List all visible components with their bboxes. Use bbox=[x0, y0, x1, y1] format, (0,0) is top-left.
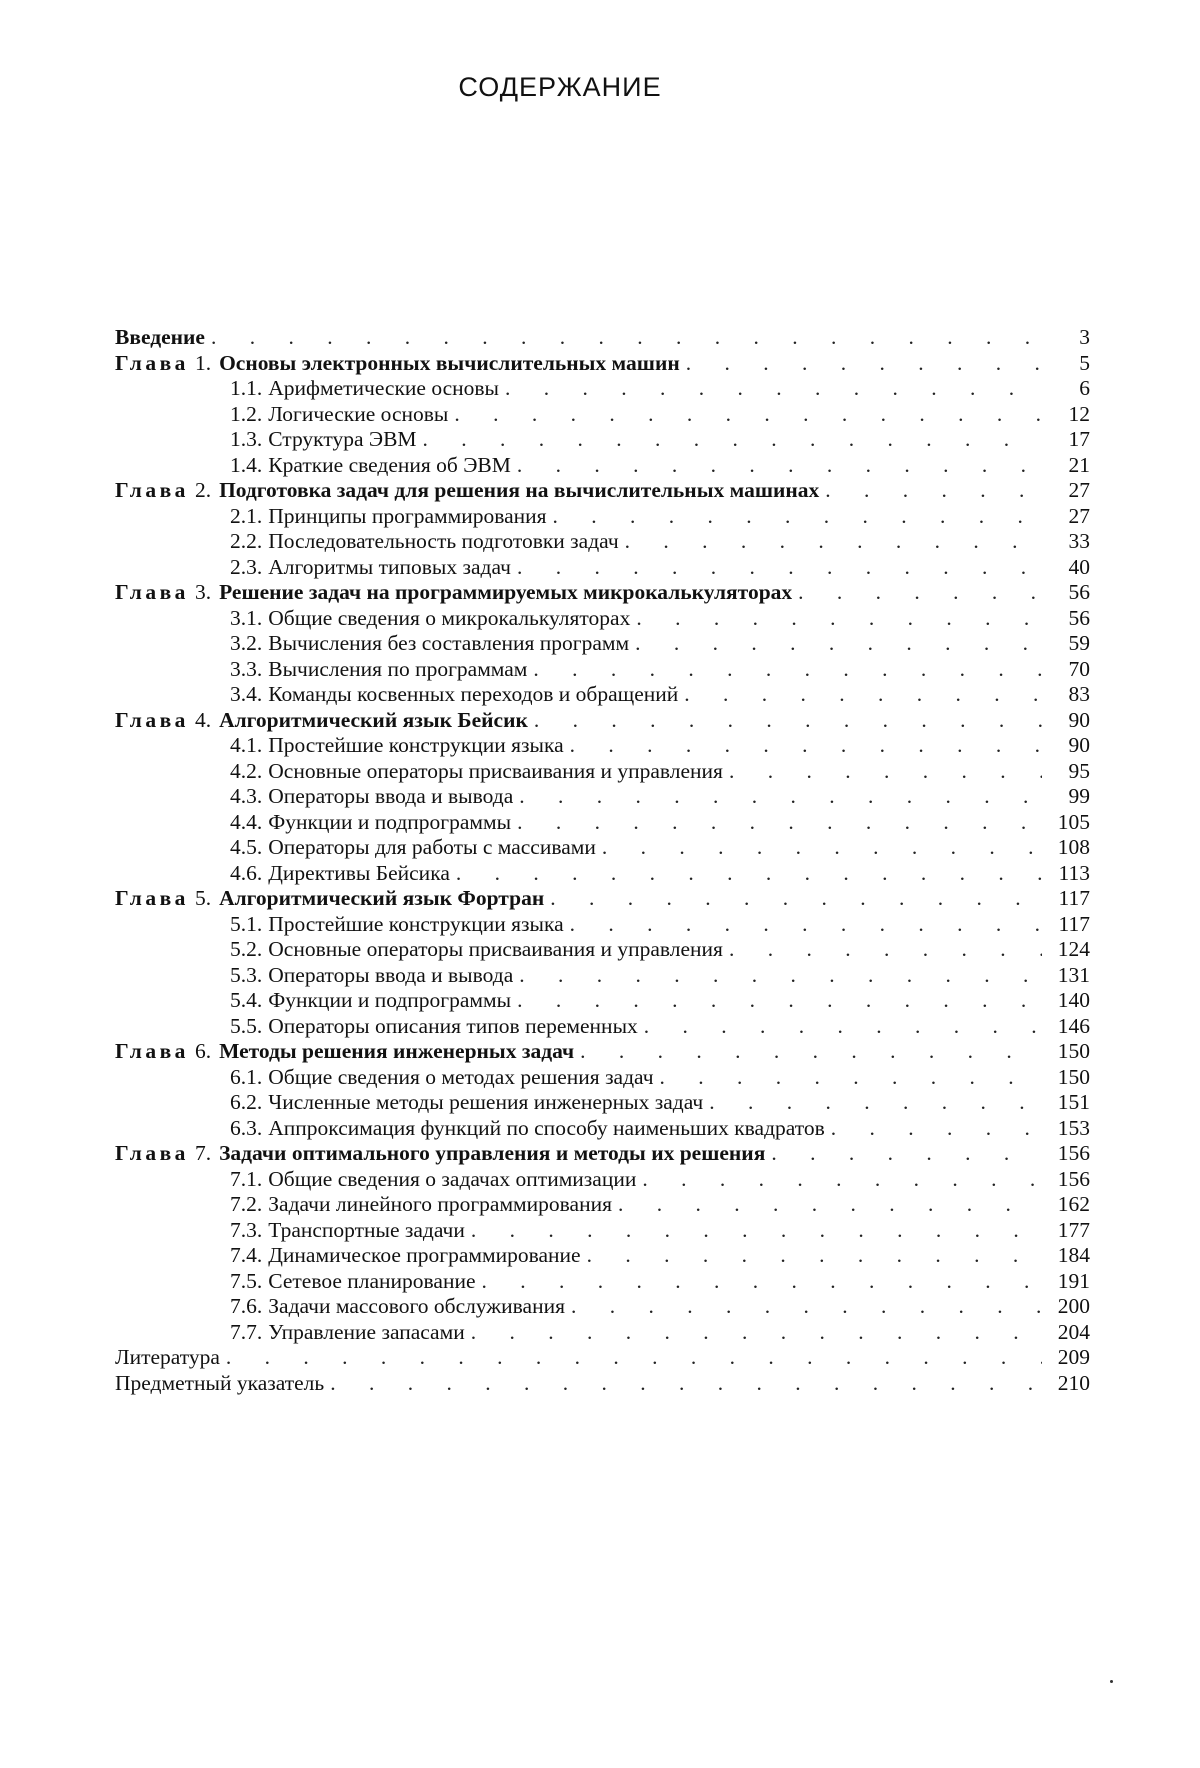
page-number: 150 bbox=[1057, 1064, 1090, 1089]
page-number: 184 bbox=[1057, 1243, 1090, 1267]
section-number: 4.2. bbox=[230, 758, 263, 783]
dot-leader bbox=[729, 759, 1042, 785]
dot-leader bbox=[226, 1345, 1042, 1371]
page-number: 177 bbox=[1057, 1217, 1090, 1242]
toc-entry-title: Операторы ввода и вывода bbox=[268, 962, 514, 987]
dot-leader bbox=[644, 1014, 1042, 1040]
chapter-number: 6. bbox=[194, 1039, 212, 1063]
toc-entry bbox=[115, 708, 1090, 734]
page-number: 12 bbox=[1068, 401, 1090, 426]
chapter-prefix: Глава bbox=[115, 580, 189, 604]
toc-entry bbox=[115, 886, 1090, 912]
dot-leader bbox=[517, 555, 1042, 581]
section-number: 1.3. bbox=[230, 427, 263, 451]
page-number: 6 bbox=[1079, 376, 1090, 400]
page-number: 124 bbox=[1057, 937, 1090, 961]
toc-entry-title: Алгоритмический язык Фортран bbox=[219, 886, 545, 910]
page-number: 146 bbox=[1057, 1013, 1090, 1038]
page-number: 150 bbox=[1057, 1039, 1090, 1063]
page-number: 108 bbox=[1057, 835, 1090, 859]
toc-entry-title: Общие сведения о методах решения задач bbox=[268, 1064, 654, 1089]
dot-leader bbox=[330, 1371, 1042, 1397]
page-number: 99 bbox=[1068, 784, 1090, 808]
toc-entry bbox=[115, 1320, 1090, 1346]
toc-entry-title: Введение bbox=[115, 325, 205, 349]
dot-leader bbox=[456, 861, 1042, 887]
toc-entry bbox=[115, 784, 1090, 810]
toc-entry-title: Логические основы bbox=[268, 401, 449, 426]
toc-entry-title: Основные операторы присваивания и управления bbox=[268, 758, 723, 783]
toc-entry-title: Задачи массового обслуживания bbox=[268, 1294, 565, 1318]
toc-entry bbox=[115, 657, 1090, 683]
page-number: 90 bbox=[1068, 733, 1090, 757]
page-number: 113 bbox=[1058, 860, 1090, 885]
toc-entry-title: Сетевое планирование bbox=[268, 1268, 476, 1293]
section-number: 5.1. bbox=[230, 911, 263, 936]
page-number: 33 bbox=[1068, 529, 1090, 553]
chapter-number: 5. bbox=[194, 886, 212, 910]
section-number: 7.6. bbox=[230, 1294, 263, 1318]
section-number: 1.4. bbox=[230, 452, 263, 477]
toc-entry-title: Подготовка задач для решения на вычислительных машинах bbox=[219, 478, 820, 502]
page-number: 3 bbox=[1079, 325, 1090, 349]
page-number: 56 bbox=[1068, 580, 1090, 604]
dot-leader bbox=[505, 376, 1042, 402]
toc-entry bbox=[115, 555, 1090, 581]
chapter-number: 3. bbox=[194, 580, 212, 604]
dot-leader bbox=[686, 351, 1042, 377]
chapter-prefix: Глава bbox=[115, 350, 189, 375]
toc-entry bbox=[115, 631, 1090, 657]
dot-leader bbox=[517, 810, 1042, 836]
page-number: 95 bbox=[1068, 758, 1090, 783]
toc-entry-title: Основы электронных вычислительных машин bbox=[219, 350, 680, 375]
section-number: 4.5. bbox=[230, 835, 263, 859]
dot-leader bbox=[618, 1192, 1042, 1218]
toc-entry bbox=[115, 325, 1090, 351]
dot-leader bbox=[771, 1141, 1042, 1167]
toc-entry bbox=[115, 376, 1090, 402]
section-number: 4.3. bbox=[230, 784, 263, 808]
page-number: 117 bbox=[1058, 886, 1090, 910]
dot-leader bbox=[550, 886, 1042, 912]
dot-leader bbox=[517, 988, 1042, 1014]
toc-entry bbox=[115, 1141, 1090, 1167]
toc-entry-title: Алгоритмический язык Бейсик bbox=[219, 707, 528, 732]
dot-leader bbox=[602, 835, 1042, 861]
section-number: 5.4. bbox=[230, 988, 263, 1012]
section-number: 1.2. bbox=[230, 401, 263, 426]
page-number: 204 bbox=[1057, 1319, 1090, 1344]
dot-leader bbox=[580, 1039, 1042, 1065]
section-number: 5.3. bbox=[230, 962, 263, 987]
dot-leader bbox=[517, 453, 1042, 479]
toc-entry-title: Краткие сведения об ЭВМ bbox=[268, 452, 511, 477]
chapter-prefix: Глава bbox=[115, 1141, 189, 1165]
toc-entry-title: Операторы описания типов переменных bbox=[268, 1013, 638, 1038]
toc-entry-title: Операторы ввода и вывода bbox=[268, 784, 514, 808]
page-number: 117 bbox=[1058, 911, 1090, 936]
page-number: 5 bbox=[1079, 350, 1090, 375]
section-number: 4.6. bbox=[230, 860, 263, 885]
dot-leader bbox=[660, 1065, 1042, 1091]
toc-entry bbox=[115, 606, 1090, 632]
toc-entry bbox=[115, 351, 1090, 377]
toc-entry bbox=[115, 427, 1090, 453]
section-number: 7.4. bbox=[230, 1243, 263, 1267]
toc-entry bbox=[115, 478, 1090, 504]
section-number: 2.3. bbox=[230, 554, 263, 579]
dot-leader bbox=[570, 912, 1042, 938]
dot-leader bbox=[729, 937, 1042, 963]
page-number: 156 bbox=[1057, 1141, 1090, 1165]
dot-leader bbox=[636, 606, 1042, 632]
toc-entry-title: Вычисления по программам bbox=[268, 656, 528, 681]
section-number: 3.3. bbox=[230, 656, 263, 681]
dot-leader bbox=[642, 1167, 1042, 1193]
toc-entry bbox=[115, 988, 1090, 1014]
dot-leader bbox=[570, 733, 1042, 759]
page-number: 27 bbox=[1068, 478, 1090, 502]
dot-leader bbox=[587, 1243, 1042, 1269]
section-number: 3.2. bbox=[230, 631, 263, 655]
section-number: 7.3. bbox=[230, 1217, 263, 1242]
toc-entry bbox=[115, 1192, 1090, 1218]
toc-entry bbox=[115, 580, 1090, 606]
dot-leader bbox=[625, 529, 1042, 555]
section-number: 3.4. bbox=[230, 682, 263, 706]
toc-entry bbox=[115, 504, 1090, 530]
dot-leader bbox=[709, 1090, 1042, 1116]
toc-entry bbox=[115, 1039, 1090, 1065]
dot-leader bbox=[825, 478, 1042, 504]
toc-entry-title: Литература bbox=[115, 1345, 220, 1369]
chapter-prefix: Глава bbox=[115, 707, 189, 732]
section-number: 4.4. bbox=[230, 809, 263, 834]
page-number: 209 bbox=[1057, 1345, 1090, 1369]
toc-entry-title: Функции и подпрограммы bbox=[268, 988, 512, 1012]
section-number: 2.2. bbox=[230, 529, 263, 553]
toc-entry-title: Управление запасами bbox=[268, 1319, 465, 1344]
dot-leader bbox=[519, 784, 1042, 810]
page-number: 153 bbox=[1057, 1115, 1090, 1140]
toc-entry-title: Общие сведения о задачах оптимизации bbox=[268, 1166, 637, 1191]
section-number: 6.2. bbox=[230, 1090, 263, 1114]
toc-entry-title: Аппроксимация функций по способу наименьших квадратов bbox=[268, 1115, 825, 1140]
toc-entry bbox=[115, 835, 1090, 861]
toc-entry-title: Арифметические основы bbox=[268, 376, 499, 400]
page-number: 131 bbox=[1057, 962, 1090, 987]
toc-entry-title: Структура ЭВМ bbox=[268, 427, 417, 451]
page-number: 59 bbox=[1068, 631, 1090, 655]
section-number: 1.1. bbox=[230, 376, 263, 400]
dot-leader bbox=[471, 1320, 1042, 1346]
toc-entry-title: Общие сведения о микрокалькуляторах bbox=[268, 605, 631, 630]
toc-entry bbox=[115, 1345, 1090, 1371]
section-number: 7.5. bbox=[230, 1268, 263, 1293]
page-number: 156 bbox=[1057, 1166, 1090, 1191]
toc-entry bbox=[115, 682, 1090, 708]
chapter-prefix: Глава bbox=[115, 478, 189, 502]
section-number: 6.3. bbox=[230, 1115, 263, 1140]
toc-entry-title: Решение задач на программируемых микрокалькуляторах bbox=[219, 580, 793, 604]
toc-entry bbox=[115, 810, 1090, 836]
chapter-number: 7. bbox=[194, 1141, 212, 1165]
page-title: СОДЕРЖАНИЕ bbox=[458, 72, 662, 102]
toc-entry-title: Алгоритмы типовых задач bbox=[268, 554, 511, 579]
page-number: 90 bbox=[1068, 707, 1090, 732]
toc-entry-title: Вычисления без составления программ bbox=[268, 631, 630, 655]
toc-entry bbox=[115, 1116, 1090, 1142]
page-number: 105 bbox=[1057, 809, 1090, 834]
page-number: 27 bbox=[1068, 503, 1090, 528]
page-number: 56 bbox=[1068, 605, 1090, 630]
dot-leader bbox=[831, 1116, 1042, 1142]
dot-leader bbox=[635, 631, 1042, 657]
section-number: 4.1. bbox=[230, 733, 263, 757]
toc-entry bbox=[115, 937, 1090, 963]
dot-leader bbox=[571, 1294, 1042, 1320]
dot-leader bbox=[798, 580, 1042, 606]
page-number: 21 bbox=[1068, 452, 1090, 477]
chapter-number: 2. bbox=[194, 478, 212, 502]
toc-entry-title: Директивы Бейсика bbox=[268, 860, 450, 885]
toc-entry bbox=[115, 963, 1090, 989]
toc-entry bbox=[115, 453, 1090, 479]
toc-entry bbox=[115, 1167, 1090, 1193]
toc-entry bbox=[115, 1065, 1090, 1091]
dot-leader bbox=[454, 402, 1042, 428]
dot-leader bbox=[553, 504, 1042, 530]
page-number: 162 bbox=[1057, 1192, 1090, 1216]
page-number: 151 bbox=[1057, 1090, 1090, 1114]
toc-entry-title: Задачи линейного программирования bbox=[268, 1192, 612, 1216]
chapter-prefix: Глава bbox=[115, 886, 189, 910]
toc-entry bbox=[115, 1243, 1090, 1269]
toc-entry-title: Предметный указатель bbox=[115, 1370, 325, 1395]
toc-entry bbox=[115, 1294, 1090, 1320]
chapter-prefix: Глава bbox=[115, 1039, 189, 1063]
toc-entry-title: Последовательность подготовки задач bbox=[268, 529, 619, 553]
toc-entry-title: Численные методы решения инженерных задач bbox=[268, 1090, 704, 1114]
chapter-number: 4. bbox=[194, 707, 212, 732]
toc-entry-title: Динамическое программирование bbox=[268, 1243, 581, 1267]
toc-entry bbox=[115, 1090, 1090, 1116]
page-number: 83 bbox=[1068, 682, 1090, 706]
toc-entry bbox=[115, 529, 1090, 555]
toc-entry bbox=[115, 1371, 1090, 1397]
toc-entry-title: Простейшие конструкции языка bbox=[268, 911, 564, 936]
toc-entry bbox=[115, 1014, 1090, 1040]
dot-leader bbox=[211, 325, 1042, 351]
section-number: 6.1. bbox=[230, 1064, 263, 1089]
page-number: 200 bbox=[1057, 1294, 1090, 1318]
dot-leader bbox=[423, 427, 1042, 453]
toc-entry-title: Операторы для работы с массивами bbox=[268, 835, 596, 859]
toc-entry-title: Методы решения инженерных задач bbox=[219, 1039, 575, 1063]
toc-entry-title: Основные операторы присваивания и управления bbox=[268, 937, 723, 961]
toc-entry bbox=[115, 912, 1090, 938]
toc-entry-title: Задачи оптимального управления и методы их решения bbox=[219, 1141, 766, 1165]
section-number: 7.1. bbox=[230, 1166, 263, 1191]
toc-entry-title: Функции и подпрограммы bbox=[268, 809, 512, 834]
section-number: 5.5. bbox=[230, 1013, 263, 1038]
page-number: 17 bbox=[1068, 427, 1090, 451]
section-number: 7.2. bbox=[230, 1192, 263, 1216]
toc-entry-title: Команды косвенных переходов и обращений bbox=[268, 682, 679, 706]
toc-entry bbox=[115, 733, 1090, 759]
chapter-number: 1. bbox=[194, 350, 212, 375]
dot-leader bbox=[471, 1218, 1042, 1244]
stray-mark bbox=[1110, 1680, 1113, 1683]
section-number: 7.7. bbox=[230, 1319, 263, 1344]
dot-leader bbox=[534, 708, 1042, 734]
page-number: 40 bbox=[1068, 554, 1090, 579]
toc-entry bbox=[115, 1218, 1090, 1244]
page-number: 140 bbox=[1057, 988, 1090, 1012]
toc-entry-title: Простейшие конструкции языка bbox=[268, 733, 564, 757]
section-number: 2.1. bbox=[230, 503, 263, 528]
dot-leader bbox=[482, 1269, 1042, 1295]
toc-entry-title: Принципы программирования bbox=[268, 503, 547, 528]
section-number: 5.2. bbox=[230, 937, 263, 961]
dot-leader bbox=[533, 657, 1042, 683]
table-of-contents bbox=[115, 325, 1090, 1396]
toc-entry bbox=[115, 1269, 1090, 1295]
page-number: 70 bbox=[1068, 656, 1090, 681]
dot-leader bbox=[684, 682, 1042, 708]
page-number: 191 bbox=[1057, 1268, 1090, 1293]
dot-leader bbox=[519, 963, 1042, 989]
toc-entry-title: Транспортные задачи bbox=[268, 1217, 465, 1242]
page-number: 210 bbox=[1057, 1370, 1090, 1395]
toc-entry bbox=[115, 759, 1090, 785]
toc-entry bbox=[115, 402, 1090, 428]
section-number: 3.1. bbox=[230, 605, 263, 630]
toc-entry bbox=[115, 861, 1090, 887]
